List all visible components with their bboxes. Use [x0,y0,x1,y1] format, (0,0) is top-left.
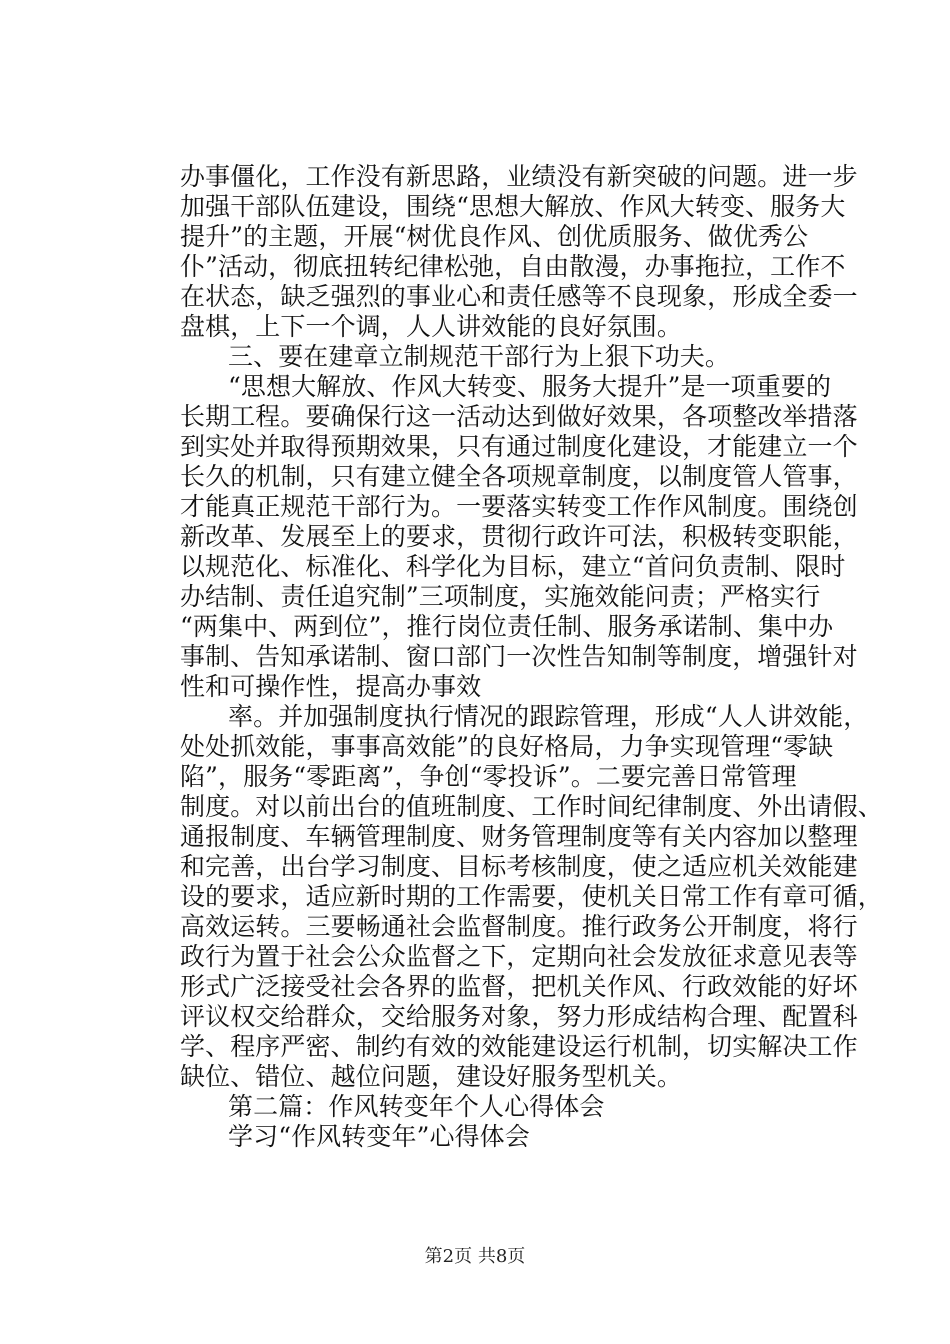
text-line: 高效运转。三要畅通社会监督制度。推行政务公开制度，将行 [180,912,858,941]
text-line: 长期工程。要确保行这一活动达到做好效果，各项整改举措落 [180,402,858,431]
text-line: 以规范化、标准化、科学化为目标，建立“首问负责制、限时 [180,552,846,581]
text-line: 加强干部队伍建设，围绕“思想大解放、作风大转变、服务大 [180,192,846,221]
text-line: 通报制度、车辆管理制度、财务管理制度等有关内容加以整理 [180,822,858,851]
text-line: 处处抓效能，事事高效能”的良好格局，力争实现管理“零缺 [180,732,834,761]
text-line: 仆”活动，彻底扭转纪律松弛，自由散漫，办事拖拉，工作不 [180,252,846,281]
text-line: 缺位、错位、越位问题，建设好服务型机关。 [180,1062,683,1091]
section-heading: 三、要在建章立制规范干部行为上狠下功夫。 [228,342,731,371]
text-line: 长久的机制，只有建立健全各项规章制度，以制度管人管事， [180,462,858,491]
text-line: 制度。对以前出台的值班制度、工作时间纪律制度、外出请假、 [180,792,883,821]
text-line: 办结制、责任追究制”三项制度，实施效能问责；严格实行 [180,582,821,611]
text-line: 才能真正规范干部行为。一要落实转变工作作风制度。围绕创 [180,492,858,521]
text-line: 在状态，缺乏强烈的事业心和责任感等不良现象，形成全委一 [180,282,858,311]
text-line: 提升”的主题，开展“树优良作风、创优质服务、做优秀公 [180,222,809,251]
text-line: 形式广泛接受社会各界的监督，把机关作风、行政效能的好坏 [180,972,858,1001]
text-line: 评议权交给群众，交给服务对象，努力形成结构合理、配置科 [180,1002,858,1031]
document-heading: 第二篇：作风转变年个人心得体会 [228,1092,605,1121]
text-line: 新改革、发展至上的要求，贯彻行政许可法，积极转变职能， [180,522,858,551]
text-line: 和完善，出台学习制度、目标考核制度，使之适应机关效能建 [180,852,858,881]
text-line: 政行为置于社会公众监督之下，定期向社会发放征求意见表等 [180,942,858,971]
document-heading: 学习“作风转变年”心得体会 [228,1122,530,1151]
text-line: 学、程序严密、制约有效的效能建设运行机制，切实解决工作 [180,1032,858,1061]
text-line: 设的要求，适应新时期的工作需要，使机关日常工作有章可循， [180,882,883,911]
page-footer: 第2页 共8页 [424,1246,526,1267]
text-line: 事制、告知承诺制、窗口部门一次性告知制等制度，增强针对 [180,642,858,671]
text-line: 性和可操作性，提高办事效 [180,672,482,701]
text-line: 陷”，服务“零距离”，争创“零投诉”。二要完善日常管理 [180,762,797,791]
text-line: 率。并加强制度执行情况的跟踪管理，形成“人人讲效能， [228,702,869,731]
text-line: 办事僵化，工作没有新思路，业绩没有新突破的问题。进一步 [180,162,858,191]
text-line: “两集中、两到位”，推行岗位责任制、服务承诺制、集中办 [180,612,834,641]
text-line: 盘棋，上下一个调，人人讲效能的良好氛围。 [180,312,683,341]
text-line: 到实处并取得预期效果，只有通过制度化建设，才能建立一个 [180,432,858,461]
text-line: “思想大解放、作风大转变、服务大提升”是一项重要的 [228,372,832,401]
